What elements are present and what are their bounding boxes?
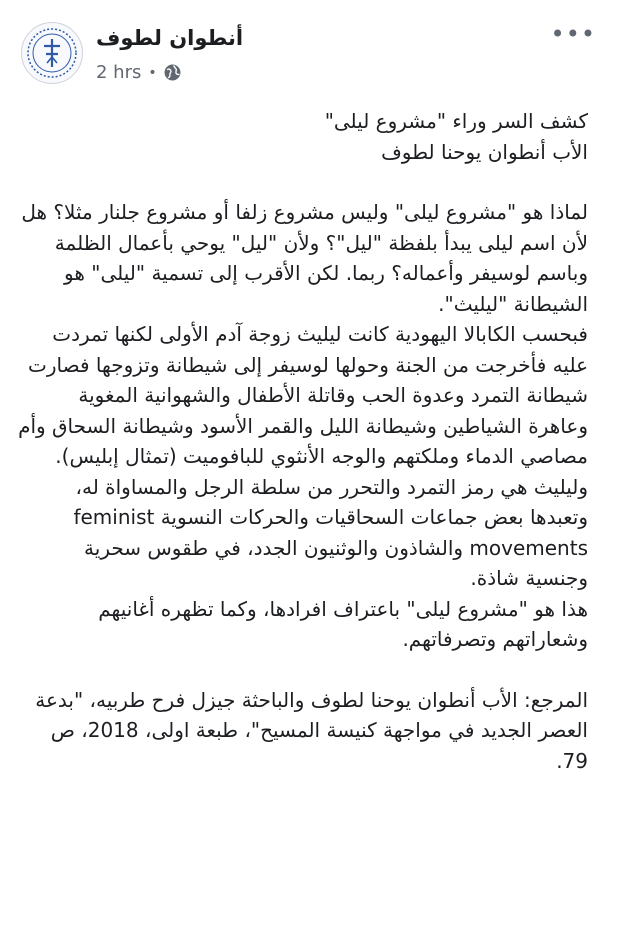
post-meta (96, 62, 181, 83)
post-reference: المرجع: الأب أنطوان يوحنا لطوف والباحثة جيزل فرح طربيه، "بدعة العصر الجديد في مواجهة كنيسة المسيح"، طبعة اولى، 2018، ص 79. (35, 687, 588, 773)
post-header (0, 0, 620, 100)
avatar[interactable] (21, 22, 83, 84)
post-paragraph: لماذا هو "مشروع ليلى" وليس مشروع زلفا أو مشروع جلنار مثلا؟ هل لأن اسم ليلى يبدأ بلفظة "ليل"؟ ولأن "ليل" يوحي بأعمال الظلمة وباسم لوسيفر وأعماله؟ ربما. لكن الأقرب إلى تسمية "ليلى" هو الشيطانة "ليليث". (21, 200, 588, 316)
post-title: كشف السر وراء "مشروع ليلى" (324, 109, 588, 133)
post-paragraph: وليليث هي رمز التمرد والتحرر من سلطة الرجل والمساواة له، وتعبدها بعض جماعات السحاقيات والحركات النسوية feminist movements والشاذون والوثنيون الجدد، في طقوس سحرية وجنسية شاذة. (73, 474, 588, 590)
paragraph-gap (16, 167, 588, 197)
globe-icon (164, 64, 181, 81)
post-subtitle: الأب أنطوان يوحنا لطوف (381, 139, 588, 164)
cross-emblem-icon (22, 23, 82, 83)
author-name[interactable]: أنطوان لطوف (96, 26, 244, 50)
post-paragraph: فبحسب الكابالا اليهودية كانت ليليث زوجة آدم الأولى لكنها تمردت عليه فأخرجت من الجنة وحولها لوسيفر إلى شيطانة وتزوجها فصارت شيطانة التمرد وعدوة الحب وقاتلة الأطفال والشهوانية المغوية وعاهرة الشياطين وشيطانة الليل والقمر الأسود وشيطانة السحاق وأم مصاصي الدماء وملكتهم والوجه الأنثوي للبافوميت (تمثال إبليس). (18, 322, 588, 468)
post-body (16, 106, 588, 776)
paragraph-gap (16, 655, 588, 685)
post-paragraph: هذا هو "مشروع ليلى" باعتراف افرادها، وكما تظهره أغانيهم وشعاراتهم وتصرفاتهم. (98, 596, 588, 651)
meta-separator: • (148, 64, 157, 81)
post-time[interactable]: 2 hrs (96, 62, 142, 83)
more-options-button[interactable]: ••• (550, 20, 596, 48)
